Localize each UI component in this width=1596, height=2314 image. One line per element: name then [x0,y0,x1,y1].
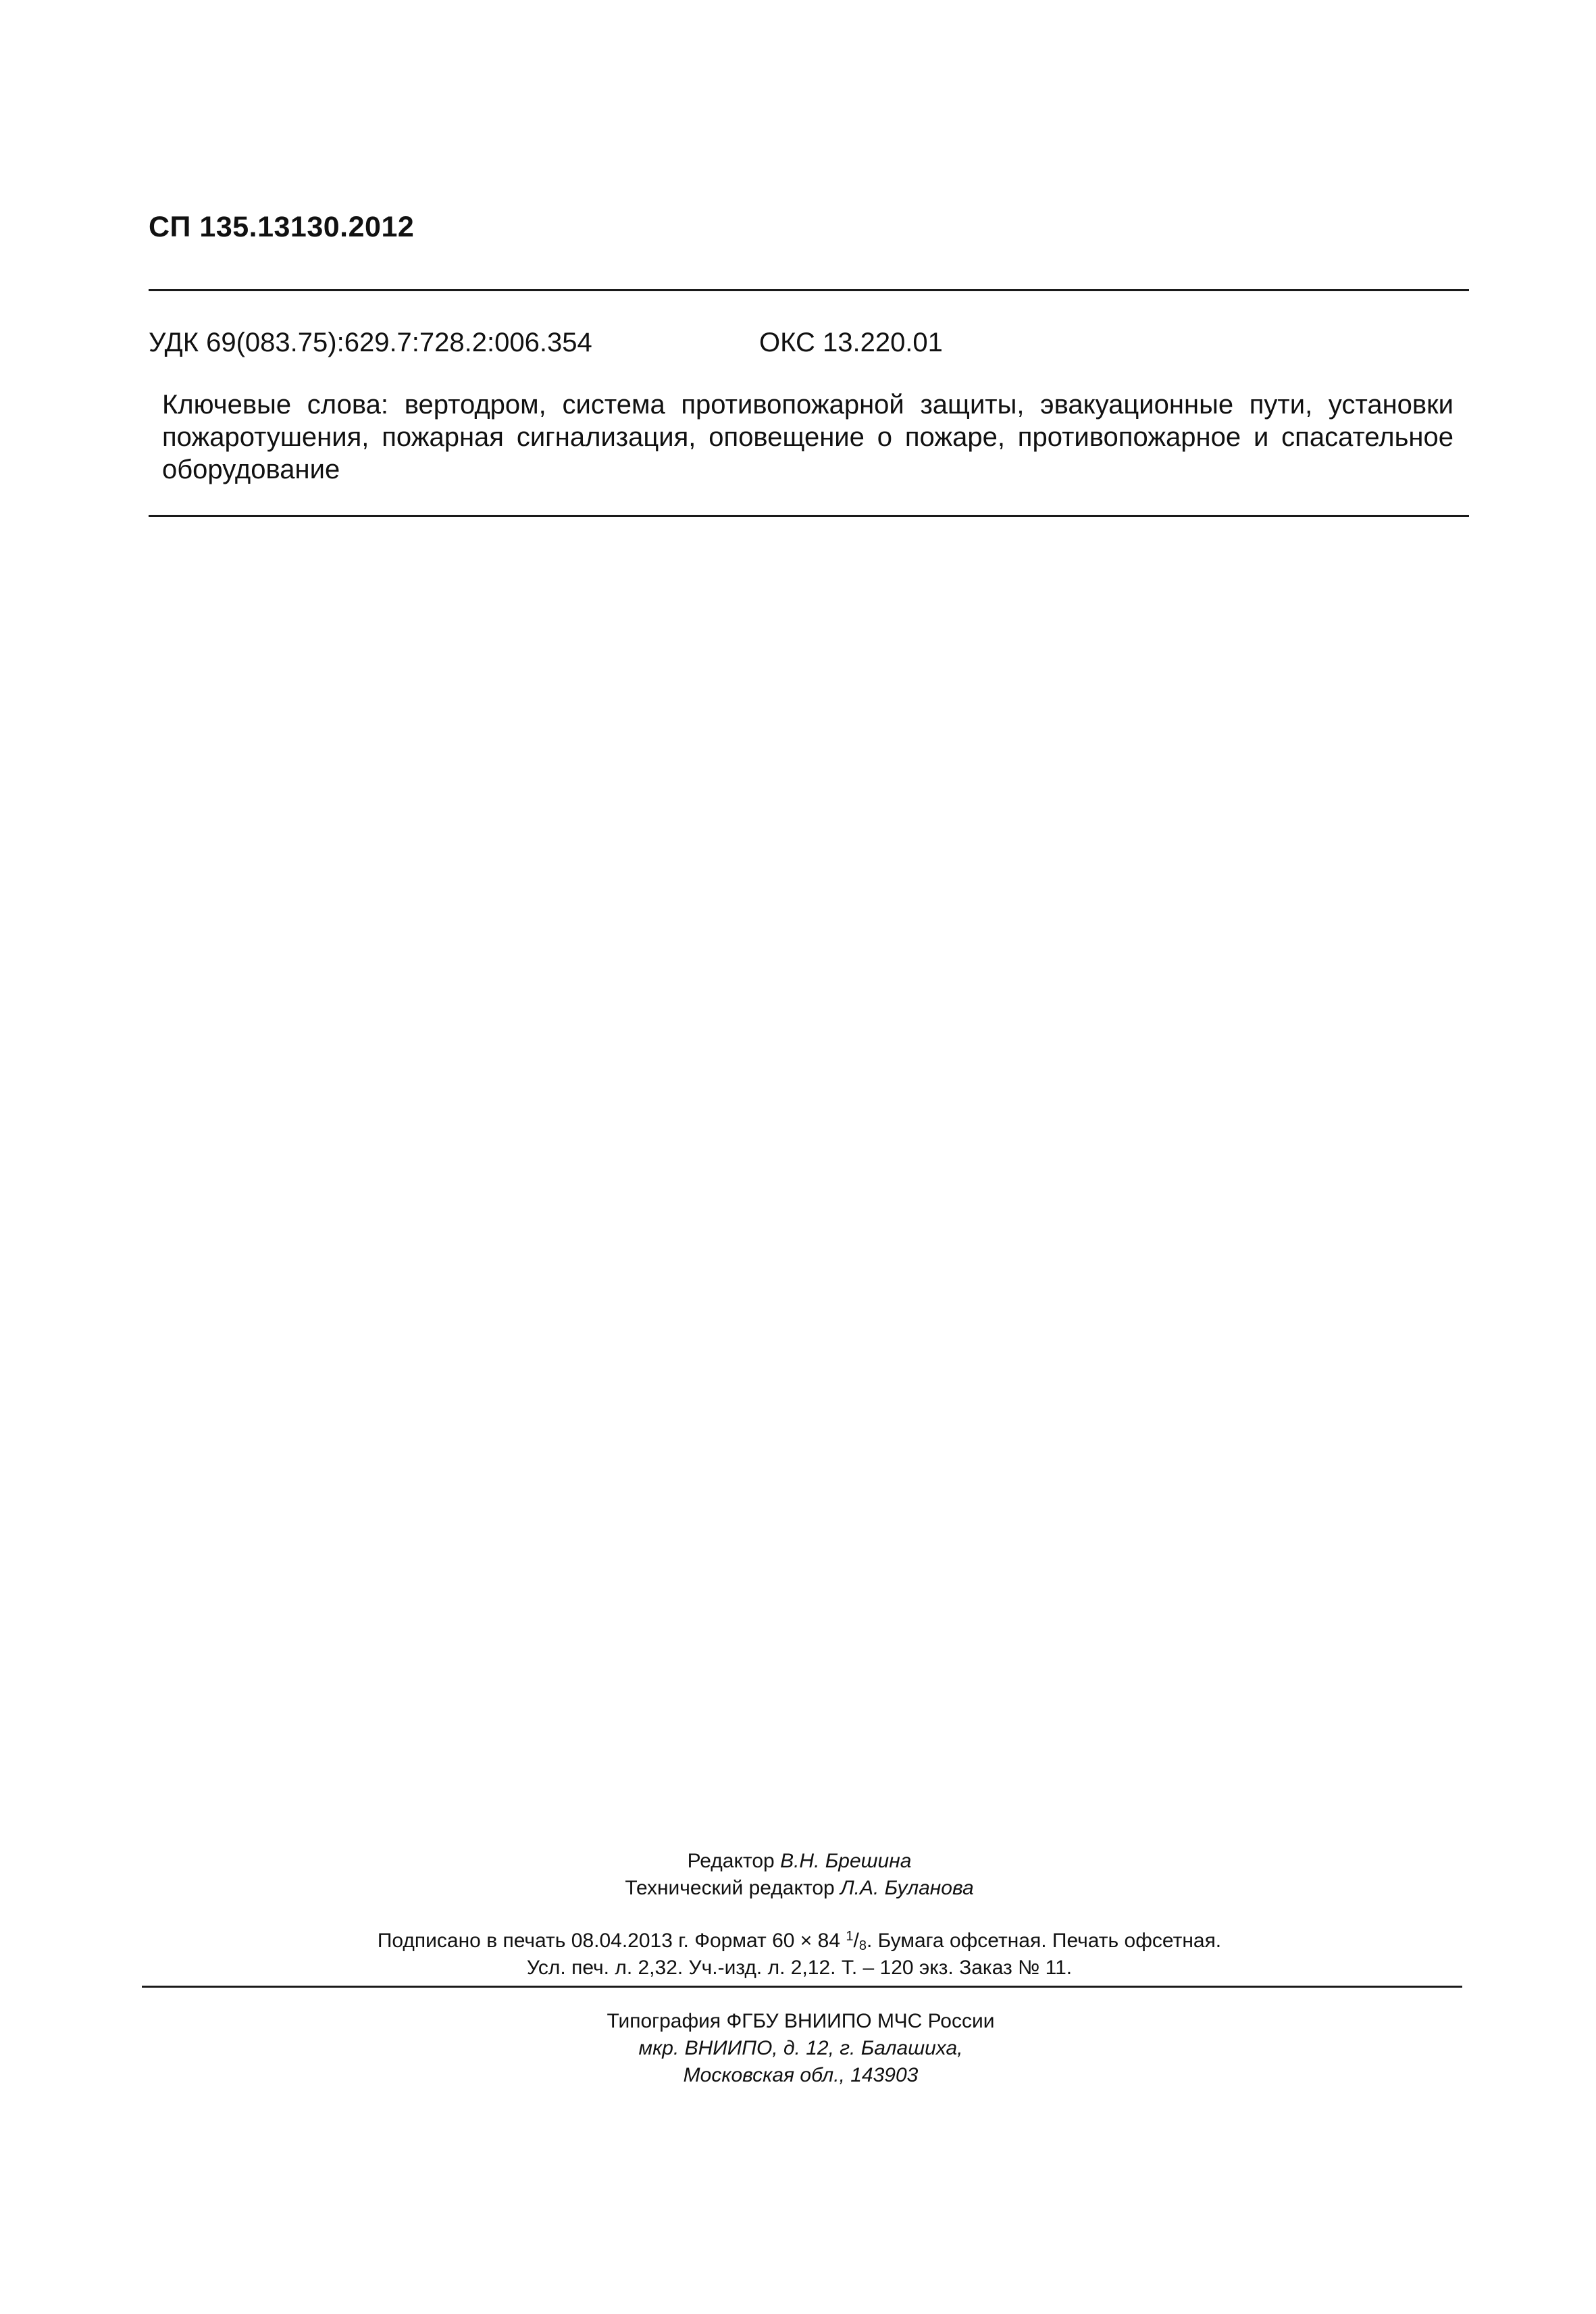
format-numerator: 1 [846,1929,854,1944]
top-divider [149,289,1469,291]
keywords-paragraph: Ключевые слова: вертодром, система противопожарной защиты, эвакуационные пути, установки пожаротушения, пожарная сигнализация, оповещение о пожаре, противопожарное и спасательное оборудование [162,390,1453,484]
printer-address-line-2: Московская обл., 143903 [683,2064,919,2086]
tech-editor-line [1,1877,1596,1900]
printer-address-line-1: мкр. ВНИИПО, д. 12, г. Балашиха, [638,2037,963,2059]
tech-editor-name: Л.А. Буланова [840,1877,974,1899]
signed-prefix: Подписано в печать 08.04.2013 г. Формат 60 × 84 [377,1930,841,1952]
editor-line [1,1850,1596,1873]
udk-code: УДК 69(083.75):629.7:728.2:006.354 [149,328,592,357]
format-denominator: 8 [858,1938,867,1953]
signed-line: Подписано в печать 08.04.2013 г. Формат 60 × 84 $^1/_8$. Бумага офсетная. Печать офсетная. [377,1929,1222,1953]
editor-label: Редактор [687,1850,775,1872]
keywords-divider [149,515,1469,517]
imprint-divider [142,1986,1462,1988]
tech-editor-label: Технический редактор [625,1877,835,1899]
printer-name: Типография ФГБУ ВНИИПО МЧС России [607,2010,995,2032]
document-code: СП 135.13130.2012 [149,211,415,243]
signed-suffix: . Бумага офсетная. Печать офсетная. [866,1930,1222,1952]
oks-code: ОКС 13.220.01 [759,328,943,357]
editor-name: В.Н. Брешина [780,1850,912,1872]
print-sheets-line: Усл. печ. л. 2,32. Уч.-изд. л. 2,12. Т. – 120 экз. Заказ № 11. [526,1957,1073,1979]
